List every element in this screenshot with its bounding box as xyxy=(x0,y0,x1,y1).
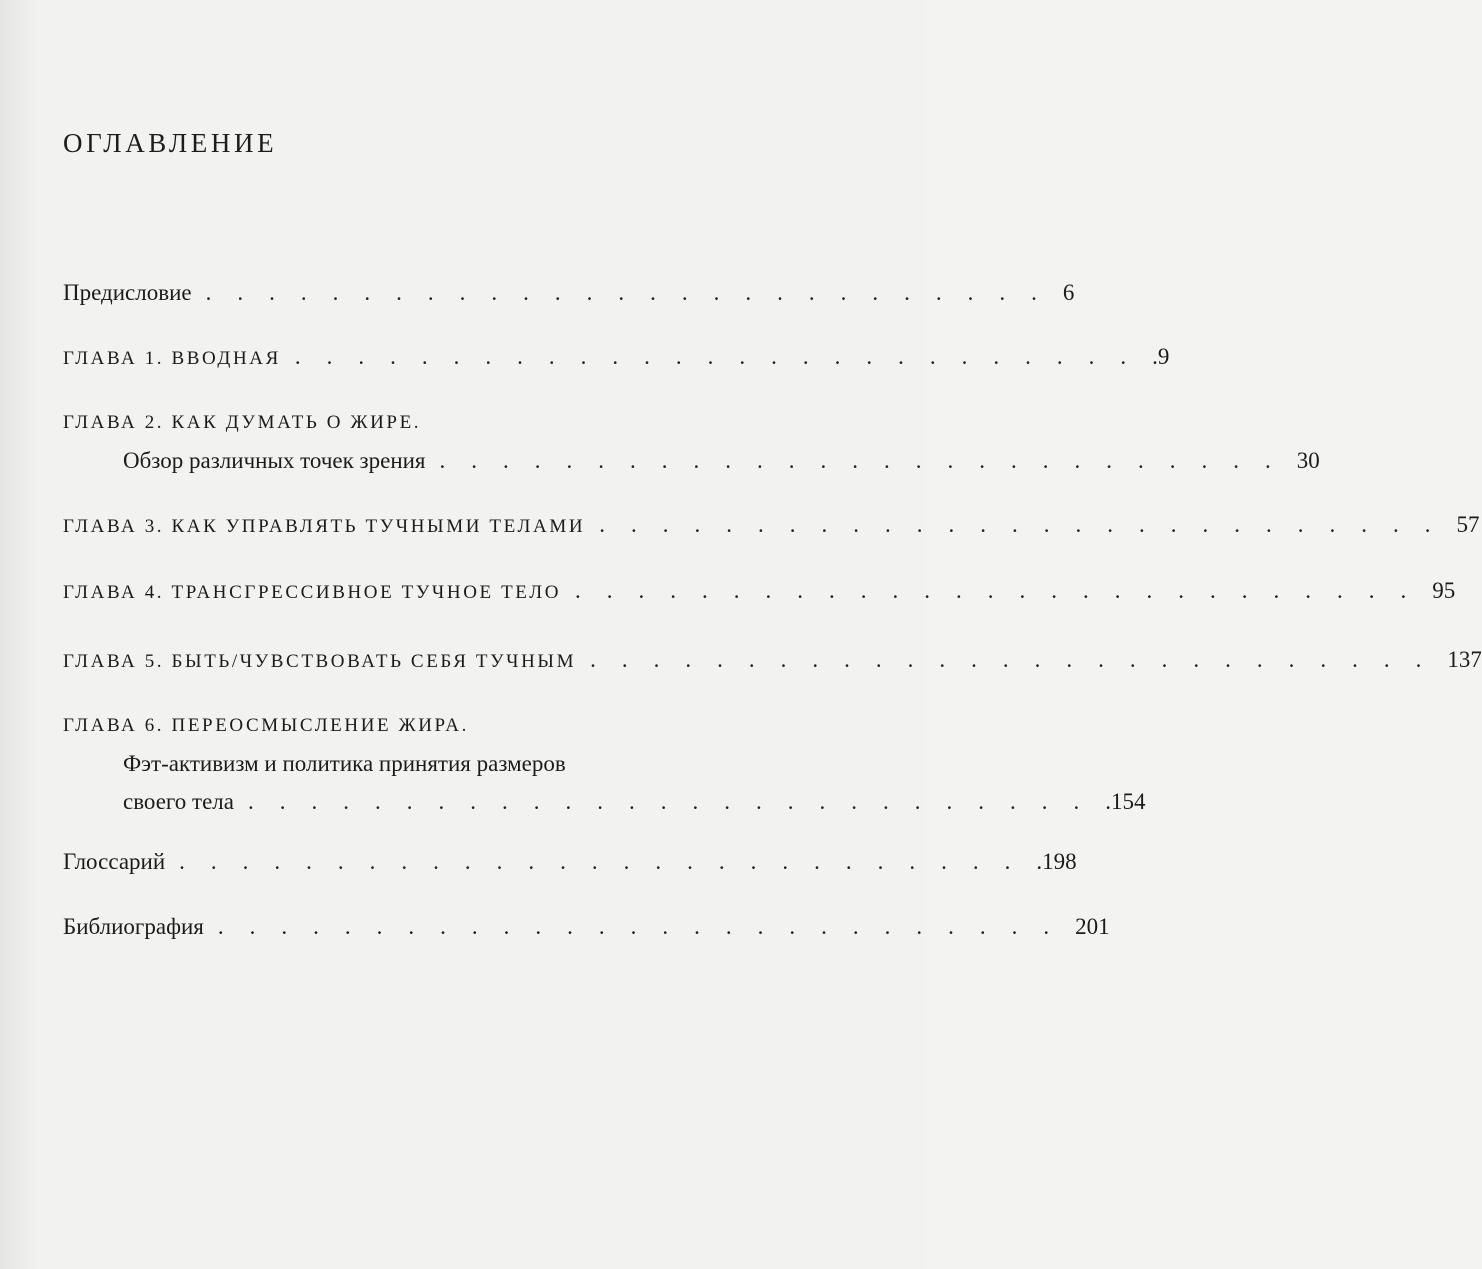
toc-entry-sublabel: своего тела xyxy=(123,789,234,814)
leader-dots: ........................... xyxy=(205,280,1063,305)
toc-entry-sublabel: Обзор различных точек зрения xyxy=(123,448,426,473)
toc-entry-glossary[interactable] xyxy=(63,845,1077,879)
toc-entry-sublabel: Фэт-активизм и политика принятия размеров xyxy=(123,751,566,776)
leader-dots: ........................... xyxy=(217,914,1076,939)
toc-entry-label: ГЛАВА 3. КАК УПРАВЛЯТЬ ТУЧНЫМИ ТЕЛАМИ xyxy=(63,516,586,537)
leader-dots: ........................... xyxy=(575,578,1433,603)
toc-entry-label: ГЛАВА 5. БЫТЬ/ЧУВСТВОВАТЬ СЕБЯ ТУЧНЫМ xyxy=(63,651,577,672)
leader-dots: ........................... xyxy=(599,512,1457,537)
toc-entry-page: 6 xyxy=(1062,280,1075,305)
toc-entry-label: ГЛАВА 2. КАК ДУМАТЬ О ЖИРЕ. xyxy=(63,412,422,433)
leader-dots: ........................... xyxy=(590,647,1448,672)
leader-dots: ........................... xyxy=(294,344,1153,369)
toc-entry-bibliography[interactable] xyxy=(63,910,1110,944)
toc-entry-page: 30 xyxy=(1296,448,1320,473)
toc-entry-label: Глоссарий xyxy=(63,849,166,874)
toc-entry-chapter-2[interactable] xyxy=(63,406,1320,478)
toc-entry-chapter-1[interactable] xyxy=(63,340,1170,374)
toc-title: ОГЛАВЛЕНИЕ xyxy=(63,128,278,158)
toc-entry-label: Предисловие xyxy=(63,280,192,305)
toc-entry-page: 201 xyxy=(1075,914,1110,939)
toc-entry-page: .154 xyxy=(1105,789,1146,814)
leader-dots: ........................... xyxy=(179,849,1037,874)
toc-entry-page: 137 xyxy=(1447,647,1482,672)
page-gutter-shadow xyxy=(0,0,40,1269)
toc-entry-chapter-6[interactable] xyxy=(63,709,1146,819)
toc-entry-page: 57 xyxy=(1456,512,1480,537)
leader-dots: ........................... xyxy=(247,789,1106,814)
toc-entry-label: Библиография xyxy=(63,914,204,939)
toc-entry-page: 95 xyxy=(1432,578,1456,603)
toc-entry-chapter-5[interactable] xyxy=(63,643,1482,677)
toc-entry-label: ГЛАВА 6. ПЕРЕОСМЫСЛЕНИЕ ЖИРА. xyxy=(63,715,469,736)
toc-entry-chapter-4[interactable] xyxy=(63,574,1456,608)
toc-entry-preface[interactable] xyxy=(63,276,1075,310)
toc-entry-label: ГЛАВА 1. ВВОДНАЯ xyxy=(63,348,281,369)
toc-entry-chapter-3[interactable] xyxy=(63,508,1480,542)
leader-dots: ........................... xyxy=(439,448,1297,473)
toc-entry-page: .198 xyxy=(1036,849,1077,874)
toc-entry-page: .9 xyxy=(1152,344,1170,369)
toc-list xyxy=(63,0,1482,1269)
toc-entry-label: ГЛАВА 4. ТРАНСГРЕССИВНОЕ ТУЧНОЕ ТЕЛО xyxy=(63,582,562,603)
